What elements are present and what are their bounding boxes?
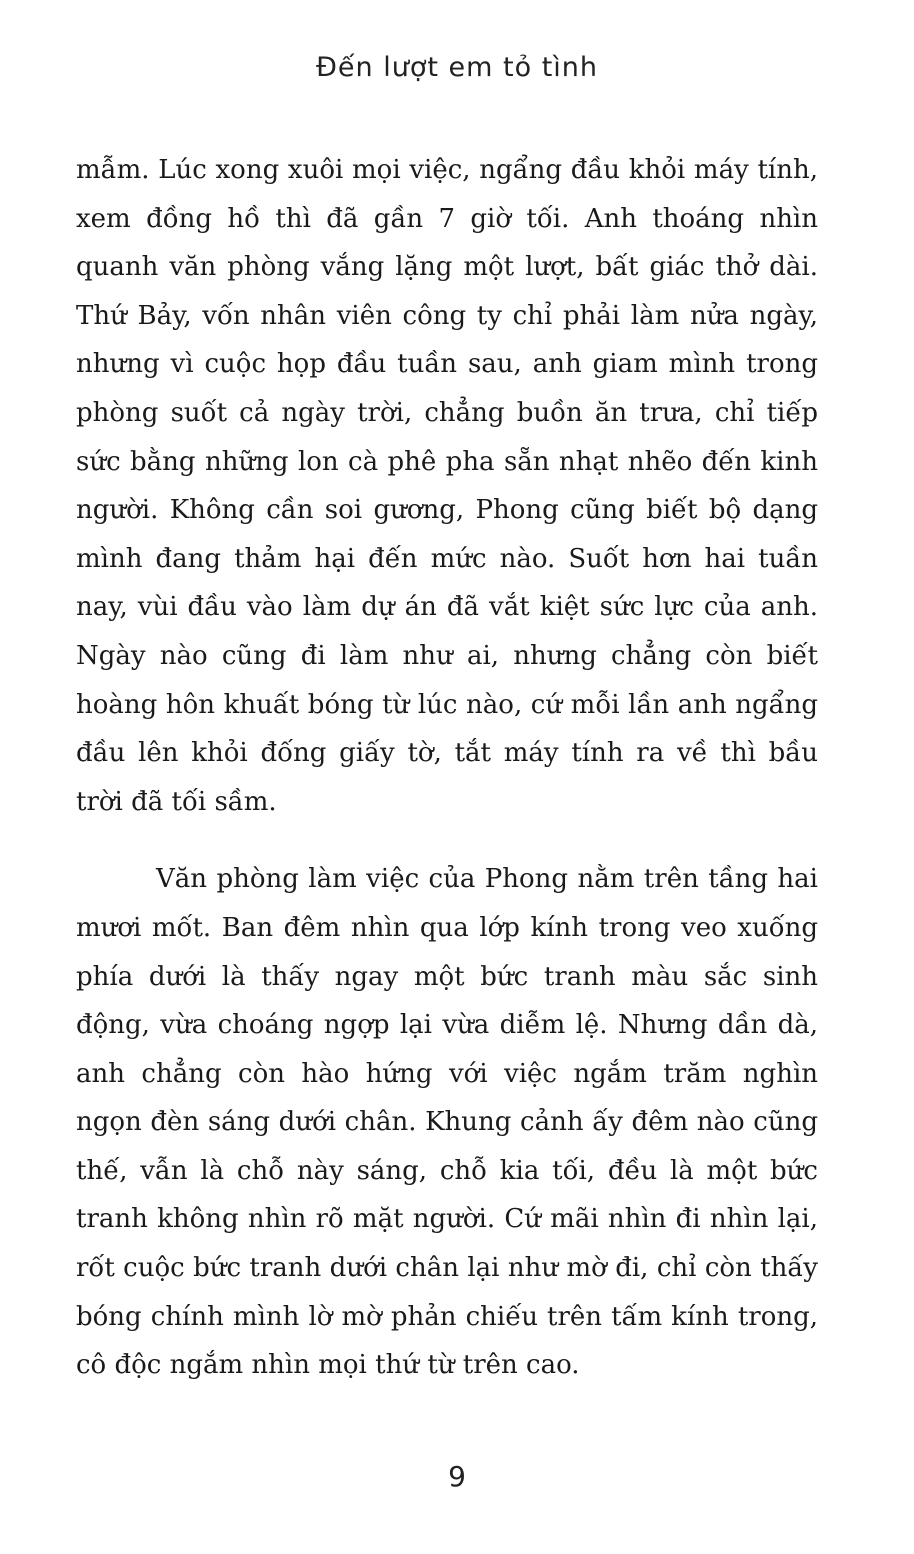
running-header-title: Đến lượt em tỏ tình <box>315 52 599 83</box>
body-text <box>76 146 818 1390</box>
paragraph-continued: mẫm. Lúc xong xuôi mọi việc, ngẩng đầu khỏi máy tính, xem đồng hồ thì đã gần 7 giờ tối. Anh thoáng nhìn quanh văn phòng vắng lặng một lượt, bất giác thở dài. Thứ Bảy, vốn nhân viên công ty chỉ phải làm nửa ngày, nhưng vì cuộc họp đầu tuần sau, anh giam mình trong phòng suốt cả ngày trời, chẳng buồn ăn trưa, chỉ tiếp sức bằng những lon cà phê pha sẵn nhạt nhẽo đến kinh người. Không cần soi gương, Phong cũng biết bộ dạng mình đang thảm hại đến mức nào. Suốt hơn hai tuần nay, vùi đầu vào làm dự án đã vắt kiệt sức lực của anh. Ngày nào cũng đi làm như ai, nhưng chẳng còn biết hoàng hôn khuất bóng từ lúc nào, cứ mỗi lần anh ngẩng đầu lên khỏi đống giấy tờ, tắt máy tính ra về thì bầu trời đã tối sầm. <box>76 155 818 817</box>
paragraph-indented: Văn phòng làm việc của Phong nằm trên tầng hai mươi mốt. Ban đêm nhìn qua lớp kính trong veo xuống phía dưới là thấy ngay một bức tranh màu sắc sinh động, vừa choáng ngợp lại vừa diễm lệ. Nhưng dần dà, anh chẳng còn hào hứng với việc ngắm trăm nghìn ngọn đèn sáng dưới chân. Khung cảnh ấy đêm nào cũng thế, vẫn là chỗ này sáng, chỗ kia tối, đều là một bức tranh không nhìn rõ mặt người. Cứ mãi nhìn đi nhìn lại, rốt cuộc bức tranh dưới chân lại như mờ đi, chỉ còn thấy bóng chính mình lờ mờ phản chiếu trên tấm kính trong, cô độc ngắm nhìn mọi thứ từ trên cao. <box>76 864 818 1381</box>
paragraph-gap <box>76 826 818 855</box>
page-number: 9 <box>448 1460 466 1493</box>
